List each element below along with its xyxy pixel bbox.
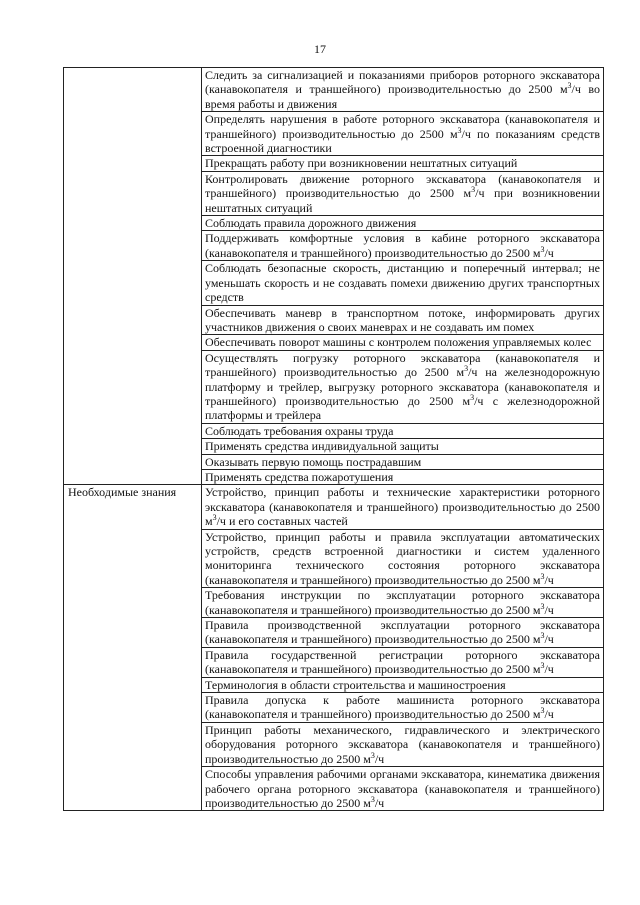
section-label: Необходимые знания [64, 485, 202, 811]
requirement-text: Оказывать первую помощь пострадавшим [202, 454, 604, 469]
requirement-text: Контролировать движение роторного экскаватора (канавокопателя и траншейного) производительностью до 2500 $м^3/ч$ при возникновении нештатных ситуаций [202, 171, 604, 215]
requirement-text: Устройство, принцип работы и технические характеристики роторного экскаватора (канавокопателя и траншейного) производительностью до 2500 $м^3/ч$ и его составных частей [202, 485, 604, 529]
requirement-text: Поддерживать комфортные условия в кабине роторного экскаватора (канавокопателя и траншейного) производительностью до 2500 $м^3/ч$ [202, 231, 604, 261]
requirement-text: Применять средства индивидуальной защиты [202, 439, 604, 454]
requirement-text: Способы управления рабочими органами экскаватора, кинематика движения рабочего органа роторного экскаватора (канавокопателя и траншейного) производительностью до 2500 $м^3/ч$ [202, 767, 604, 811]
page-number: 17 [314, 42, 326, 56]
requirement-text: Требования инструкции по эксплуатации роторного экскаватора (канавокопателя и траншейного) производительностью до 2500 $м^3/ч$ [202, 588, 604, 618]
requirement-text: Следить за сигнализацией и показаниями приборов роторного экскаватора (канавокопателя и траншейного) производительностью до 2500 $м^3/ч$ во время работы и движения [202, 68, 604, 112]
requirement-text: Терминология в области строительства и машиностроения [202, 677, 604, 692]
table-row [64, 68, 604, 112]
requirement-text: Устройство, принцип работы и правила эксплуатации автоматических устройств, средств встроенной диагностики и систем удаленного мониторинга технического состояния роторного экскаватора (канавокопателя и траншейного) производительностью до 2500 $м^3/ч$ [202, 529, 604, 588]
table-row [64, 485, 604, 529]
requirement-text: Соблюдать требования охраны труда [202, 423, 604, 438]
requirement-text: Определять нарушения в работе роторного экскаватора (канавокопателя и траншейного) производительностью до 2500 $м^3/ч$ по показаниям средств встроенной диагностики [202, 112, 604, 156]
requirements-table [63, 67, 604, 811]
requirement-text: Принцип работы механического, гидравлического и электрического оборудования роторного экскаватора (канавокопателя и траншейного) производительностью до 2500 $м^3/ч$ [202, 722, 604, 766]
requirement-text: Правила допуска к работе машиниста роторного экскаватора (канавокопателя и траншейного) производительностью до 2500 $м^3/ч$ [202, 693, 604, 723]
requirement-text: Прекращать работу при возникновении нештатных ситуаций [202, 156, 604, 171]
requirement-text: Обеспечивать поворот машины с контролем положения управляемых колес [202, 335, 604, 350]
requirement-text: Правила государственной регистрации роторного экскаватора (канавокопателя и траншейного) производительностью до 2500 $м^3/ч$ [202, 647, 604, 677]
requirement-text: Правила производственной эксплуатации роторного экскаватора (канавокопателя и траншейного) производительностью до 2500 $м^3/ч$ [202, 618, 604, 648]
requirement-text: Осуществлять погрузку роторного экскаватора (канавокопателя и траншейного) производительностью до 2500 $м^3/ч$ на железнодорожную платформу и трейлер, выгрузку роторного экскаватора (канавокопателя и траншейного) производительностью до 2500 $м^3/ч$ с железнодорожной платформы и трейлера [202, 350, 604, 423]
requirement-text: Соблюдать правила дорожного движения [202, 216, 604, 231]
section-label-empty [64, 68, 202, 485]
requirement-text: Применять средства пожаротушения [202, 469, 604, 484]
requirement-text: Соблюдать безопасные скорость, дистанцию и поперечный интервал; не уменьшать скорость и не создавать помехи движению других транспортных средств [202, 261, 604, 305]
requirement-text: Обеспечивать маневр в транспортном потоке, информировать других участников движения о своих маневрах и не создавать им помех [202, 305, 604, 335]
